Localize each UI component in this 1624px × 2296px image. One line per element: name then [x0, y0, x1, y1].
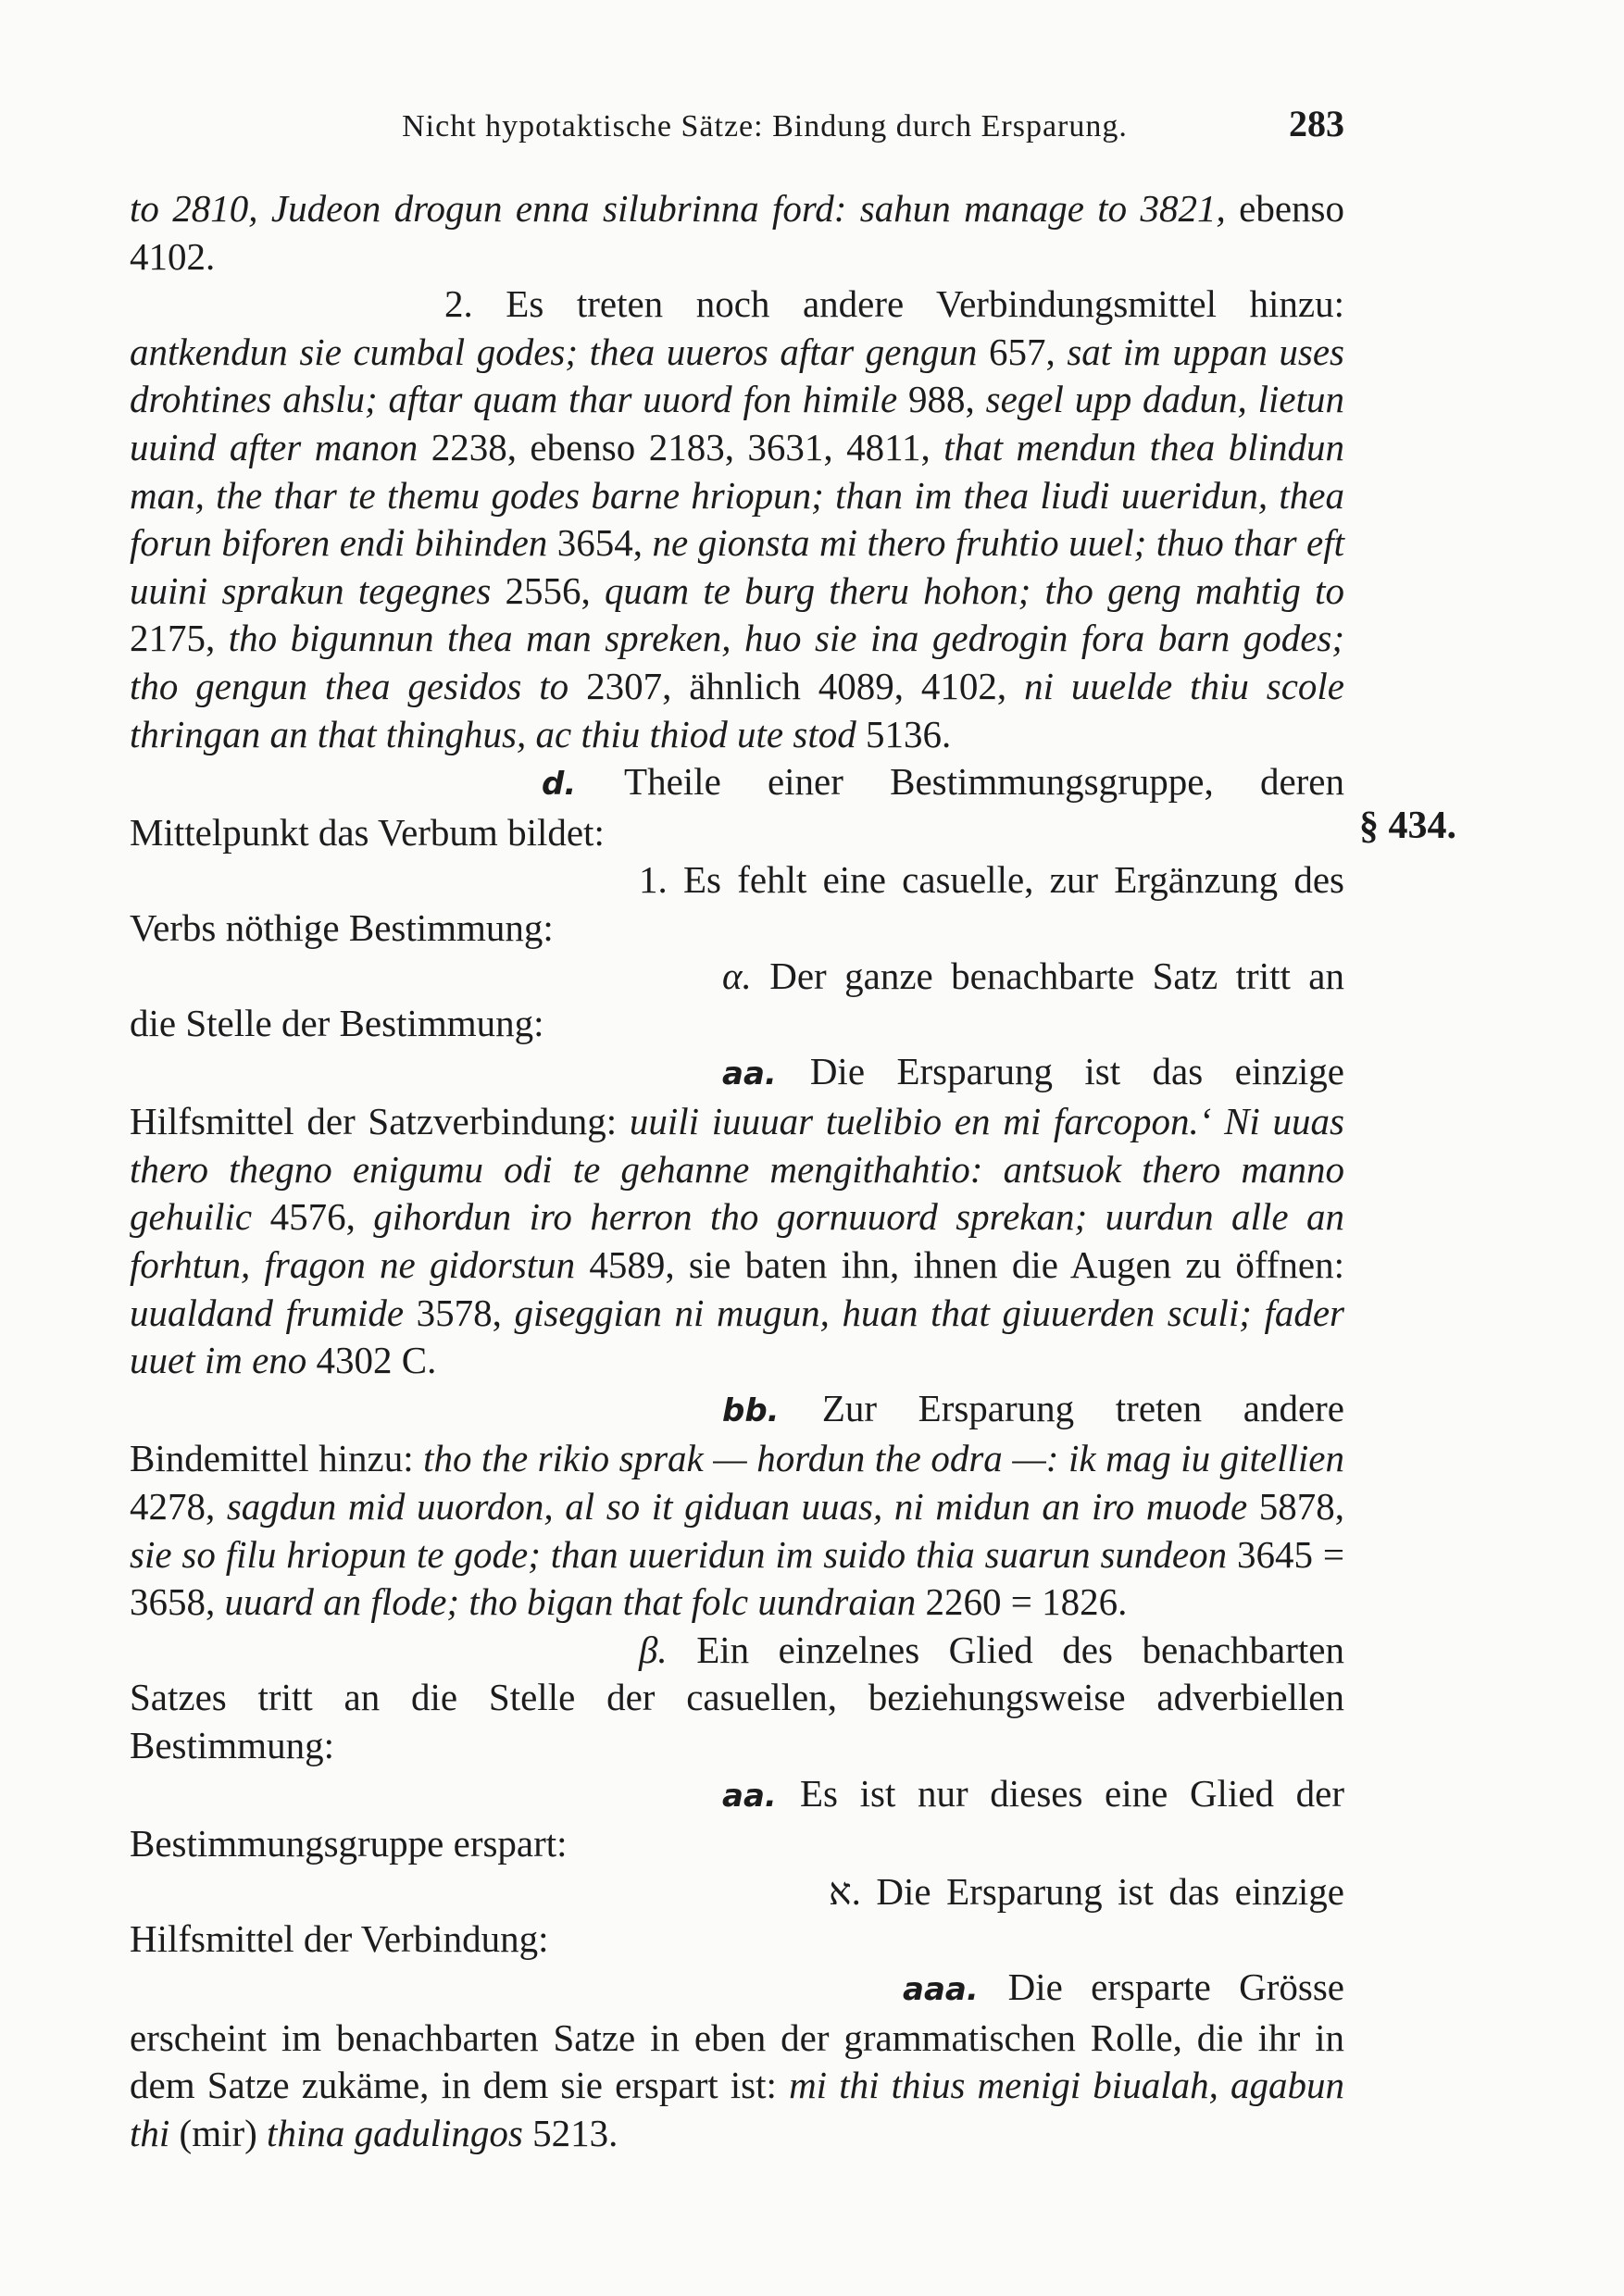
citation-text: tho the rikio sprak — hordun the odra —: ik mag iu gitellien	[423, 1437, 1344, 1480]
citation-text: thina gadulingos	[267, 2111, 533, 2154]
body-text-run: 2238, ebenso 2183, 3631, 4811,	[431, 425, 944, 468]
citation-text: gihordun iro herron tho gornuuord sprekan; uurdun alle an forhtun, fragon ne gidorstun	[130, 1195, 1345, 1287]
body-text-run: 4589, sie baten ihn, ihnen die Augen zu öffnen:	[589, 1243, 1344, 1287]
citation-text: sagdun mid uuordon, al so it giduan uuas, ni midun an iro muode	[226, 1485, 1259, 1529]
body-text	[130, 185, 1344, 2157]
paragraph	[130, 185, 1344, 281]
paragraph	[130, 1964, 1344, 2157]
citation-text: segel upp dadun, lietun uuind after manon	[130, 378, 1345, 468]
citation-text: sat im uppan uses drohtines ahslu; aftar quam thar uuord fon himile	[130, 330, 1344, 421]
running-head: Nicht hypotaktische Sätze: Bindung durch Ersparung.	[402, 109, 1128, 144]
body-text-run: 3654,	[556, 521, 653, 565]
body-text-run: 1. Es fehlt eine casuelle, zur Ergänzung des Verbs nöthige Bestimmung:	[130, 858, 1344, 949]
paragraph	[130, 1385, 1344, 1627]
section-marker: aa.	[722, 1054, 810, 1092]
citation-text: uuili iuuuar tuelibio en mi farcopon.‘ Ni uuas thero thegno enigumu odi te gehanne mengithahtio: antsuok thero manno gehuilic	[130, 1100, 1344, 1239]
paragraph	[130, 1627, 1344, 1770]
body-text-run: 4278,	[130, 1485, 227, 1529]
body-text-run: 4576,	[269, 1195, 374, 1239]
body-text-run: Die ersparte Grösse erscheint im benachbarten Satze in eben der grammatischen Rolle, die ihr in dem Satze zukäme, in dem sie erspart ist:	[130, 1965, 1344, 2107]
body-text-run: Theile einer Bestimmungsgruppe, deren Mittelpunkt das Verbum bildet:	[130, 760, 1344, 854]
body-text-run: 3578,	[416, 1291, 515, 1334]
citation-text: sie so filu hriopun te gode; than uueridun im suido thia suarun sundeon	[130, 1532, 1237, 1576]
body-text-run: א. Die Ersparung ist das einzige Hilfsmittel der Verbindung:	[130, 1869, 1344, 1961]
body-text-run: 5878,	[1258, 1485, 1345, 1529]
body-text-run: ebenso 4102.	[130, 187, 1344, 278]
citation-text: ne gionsta mi thero fruhtio uuel; thuo thar eft uuini sprakun tegegnes	[130, 521, 1344, 612]
paragraph	[130, 1048, 1344, 1385]
body-text-run: 2556,	[505, 568, 605, 612]
section-marker: d.	[542, 766, 625, 804]
citation-text: tho bigunnun thea man spreken, huo sie ina gedrogin fora barn godes; tho gengun thea gesidos to	[130, 617, 1345, 707]
citation-text: mi thi thius menigi biualah, agabun thi	[130, 2064, 1344, 2154]
citation-text: α.	[722, 954, 770, 997]
body-text-run: 2260 = 1826.	[925, 1580, 1128, 1624]
body-text-run: 988,	[908, 378, 986, 421]
body-text-run: (mir)	[179, 2111, 268, 2154]
paragraph	[130, 1770, 1344, 1868]
body-text-run: 4302 C.	[316, 1339, 437, 1382]
body-text-run: 2175,	[130, 617, 229, 660]
body-text-run: Der ganze benachbarte Satz tritt an die Stelle der Bestimmung:	[130, 954, 1344, 1045]
body-text-run: 2. Es treten noch andere Verbindungsmittel hinzu:	[444, 282, 1344, 326]
body-text-run: 5136.	[865, 712, 952, 755]
body-text-run: Zur Ersparung treten andere Bindemittel hinzu:	[130, 1386, 1344, 1480]
citation-text: uualdand frumide	[130, 1291, 417, 1334]
body-text-run: 2307, ähnlich 4089, 4102,	[586, 664, 1025, 707]
body-text-run: Es ist nur dieses eine Glied der Bestimmungsgruppe erspart:	[130, 1771, 1345, 1866]
body-text-run: 3645 = 3658,	[130, 1532, 1344, 1624]
page-number: 283	[1289, 103, 1344, 144]
body-text-run: 5213.	[532, 2111, 618, 2154]
page-header	[130, 102, 1344, 157]
paragraph	[130, 953, 1344, 1048]
paragraph	[130, 758, 1344, 856]
body-text-run: Die Ersparung ist das einzige Hilfsmittel der Satzverbindung:	[130, 1049, 1345, 1143]
citation-text: to 2810, Judeon drogun enna silubrinna ford: sahun manage to 3821,	[130, 187, 1226, 230]
citation-text: uuard an flode; tho bigan that folc uundraian	[224, 1580, 926, 1624]
citation-text: giseggian ni mugun, huan that giuuerden sculi; fader uuet im eno	[130, 1291, 1345, 1382]
paragraph	[130, 856, 1344, 952]
citation-text: quam te burg theru hohon; tho geng mahtig to	[605, 568, 1345, 612]
citation-text: that mendun thea blindun man, the thar te themu godes barne hriopun; than im thea liudi uueridun, thea forun biforen endi bihinden	[130, 425, 1344, 565]
section-marker: bb.	[722, 1391, 822, 1429]
body-text-run: Ein einzelnes Glied des benachbarten Satzes tritt an die Stelle der casuellen, beziehungsweise adverbiellen Bestimmung:	[130, 1628, 1344, 1766]
citation-text: β.	[639, 1628, 697, 1671]
paragraph	[130, 1868, 1344, 1964]
margin-section-reference: § 434.	[1359, 805, 1456, 847]
section-marker: aaa.	[903, 1970, 1008, 2008]
paragraph	[130, 281, 1344, 758]
body-text-run: 657,	[989, 330, 1068, 373]
citation-text: antkendun sie cumbal godes; thea uueros aftar gengun	[130, 330, 989, 373]
section-marker: aa.	[722, 1777, 801, 1815]
citation-text: ni uuelde thiu scole thringan an that thinghus, ac thiu thiod ute stod	[130, 664, 1344, 755]
